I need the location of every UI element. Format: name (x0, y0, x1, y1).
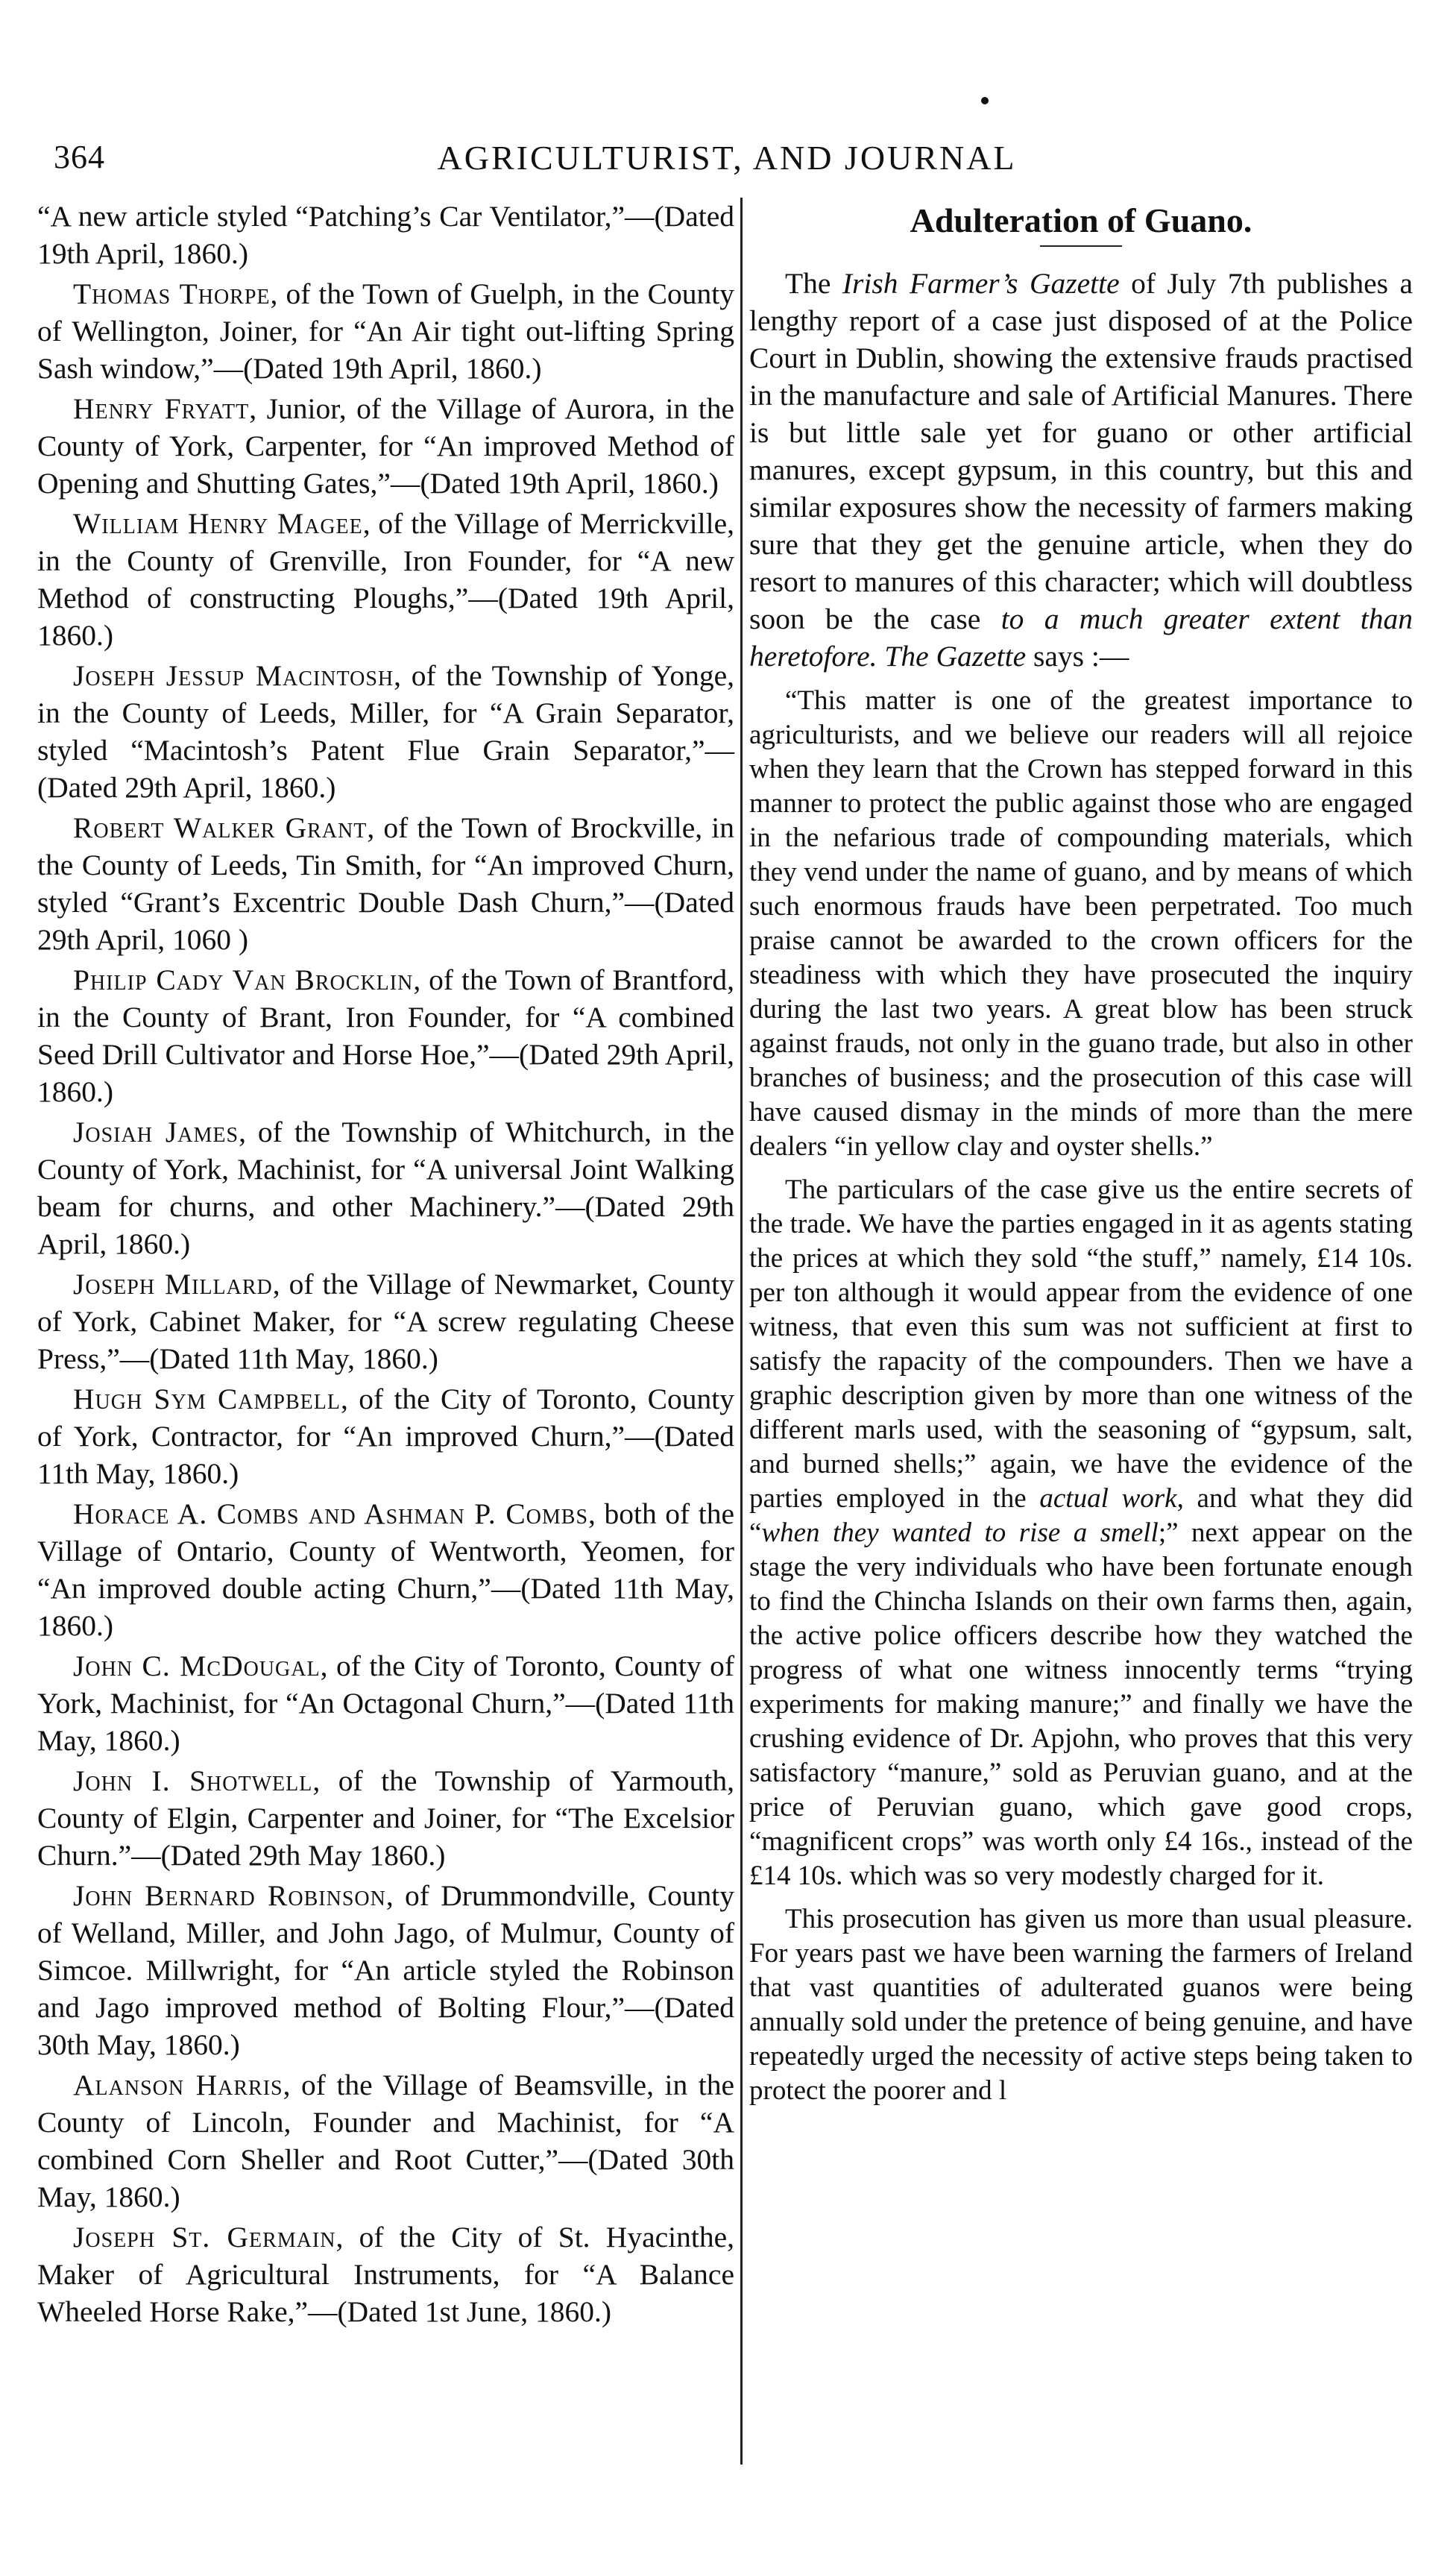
patent-entry (37, 809, 734, 958)
patent-description: , of the Town of Brockville, in the County of Leeds, Tin Smith, for “An improved Churn, styled “Grant’s Excentric Double Dash Churn,”—(Dated 29th April, 1060 ) (37, 811, 734, 956)
patent-entry (37, 1265, 734, 1377)
patentee-name: John C. McDougal (73, 1649, 321, 1682)
quote-paragraph-1: “This matter is one of the greatest importance to agriculturists, and we believe our readers will all rejoice when they learn that the Crown has stepped forward in this manner to protect the public against those who are engaged in the nefarious trade of compounding materials, which they vend under the name of guano, and by means of which such enormous frauds have been perpetrated. Too much praise cannot be awarded to the crown officers for the steadiness with which they have prosecuted the inquiry during the last two years. A great blow has been struck against frauds, not only in the guano trade, but also in other branches of business; and the prosecution of this case will have caused dismay in the minds of more than the mere dealers “in yellow clay and oyster shells.” (749, 685, 1413, 1162)
patentee-name: Horace A. Combs and Ashman P. Combs (73, 1497, 589, 1530)
patentee-name: Thomas Thorpe (73, 277, 271, 310)
article-title: Adulteration of Guano. (910, 201, 1252, 239)
page-header (37, 138, 1416, 183)
patent-description: , of the Town of Brantford, in the County of Brant, Iron Founder, for “A combined Seed Drill Cultivator and Horse Hoe,”—(Dated 29th April, 1860.) (37, 963, 734, 1108)
patentee-name: Philip Cady Van Brocklin (73, 963, 414, 996)
patent-description: , of the Town of Guelph, in the County of Wellington, Joiner, for “An Air tight out-lifting Spring Sash window,”—(Dated 19th April, 1860.) (37, 277, 734, 385)
patent-entry (37, 1647, 734, 1759)
article-intro: The Irish Farmer’s Gazette of July 7th publishes a lengthy report of a case just disposed of at the Police Court in Dublin, showing the extensive frauds practised in the manufacture and sale of Artificial Manures. There is but little sale yet for guano or other artificial manures, except gypsum, in this country, but this and similar exposures show the necessity of farmers making sure that they get the genuine article, when they do resort to manures of this character; which will doubtless soon be the case to a much greater extent than heretofore. The Gazette says :— (749, 267, 1413, 673)
column-divider (740, 198, 743, 2465)
patent-entry (37, 2066, 734, 2215)
patent-description: , of Drummondville, County of Welland, Miller, and John Jago, of Mulmur, County of Simcoe. Millwright, for “An article styled the Robinson and Jago improved method of Bolting Flour,”—(Dated 30th May, 1860.) (37, 1879, 734, 2061)
patentee-name: Henry Fryatt (73, 392, 250, 425)
patent-entry (37, 390, 734, 502)
quote-paragraph-3: This prosecution has given us more than usual pleasure. For years past we have been warning the farmers of Ireland that vast quantities of adulterated guanos were being annually sold under the pretence of being genuine, and have repeatedly urged the necessity of active steps being taken to protect the poorer and l (749, 1904, 1413, 2106)
patent-description: , Junior, of the Village of Aurora, in the County of York, Carpenter, for “An improved Method of Opening and Shutting Gates,”—(Dated 19th April, 1860.) (37, 392, 734, 500)
patent-description: , of the Township of Yarmouth, County of Elgin, Carpenter and Joiner, for “The Excelsior Churn.”—(Dated 29th May 1860.) (37, 1764, 734, 1872)
patent-entry (37, 1762, 734, 1874)
patentee-name: John Bernard Robinson (73, 1879, 386, 1912)
patent-description: , of the City of Toronto, County of York, Contractor, for “An improved Churn,”—(Dated 11th May, 1860.) (37, 1383, 734, 1490)
patent-description: , of the City of St. Hyacinthe, Maker of Agricultural Instruments, for “A Balance Wheeled Horse Rake,”—(Dated 1st June, 1860.) (37, 2221, 734, 2328)
patentee-name: Alanson Harris (73, 2069, 283, 2101)
patentee-name: Joseph Jessup Macintosh (73, 659, 394, 692)
patent-entry (37, 2218, 734, 2330)
patent-entry (37, 1495, 734, 1644)
patent-description: , of the Township of Yonge, in the County of Leeds, Miller, for “A Grain Separator, styled “Macintosh’s Patent Flue Grain Separator,”—(Dated 29th April, 1860.) (37, 659, 734, 804)
patent-list (37, 275, 734, 2330)
patentee-name: Josiah James (73, 1116, 239, 1148)
patentee-name: Hugh Sym Campbell (73, 1383, 341, 1415)
patent-description: , of the Village of Newmarket, County of York, Cabinet Maker, for “A screw regulating Cheese Press,”—(Dated 11th May, 1860.) (37, 1268, 734, 1375)
ink-dot (981, 97, 989, 104)
title-rule (1040, 245, 1122, 247)
patentee-name: Joseph Millard (73, 1268, 273, 1300)
patent-description: , both of the Village of Ontario, County of Wentworth, Yeomen, for “An improved double acting Churn,”—(Dated 11th May, 1860.) (37, 1497, 734, 1642)
patent-entry (37, 961, 734, 1110)
patentee-name: William Henry Magee (73, 507, 363, 540)
quote-paragraph-2: The particulars of the case give us the entire secrets of the trade. We have the parties engaged in it as agents stating the prices at which they sold “the stuff,” namely, £14 10s. per ton although it would appear from the evidence of one witness, that even this sum was not sufficient at first to satisfy the rapacity of the compounders. Then we have a graphic description given by more than one witness of the different marls used, with the seasoning of “gypsum, salt, and burned shells;” again, we have the evidence of the parties employed in the actual work, and what they did “when they wanted to rise a smell;” next appear on the stage the very individuals who have been fortunate enough to find the Chincha Islands on their own farms then, again, the active police officers describe how they watched the progress of what one witness innocently terms “trying experiments for making manure;” and finally we have the crushing evidence of Dr. Apjohn, who proves that this very satisfactory “manure,” sold as Peruvian guano, and at the price of Peruvian guano, which gave good crops, “magnificent crops” was worth only £4 16s., instead of the £14 10s. which was so very modestly charged for it. (749, 1174, 1414, 1891)
page-number: 364 (54, 139, 105, 175)
patent-description: , of the City of Toronto, County of York, Machinist, for “An Octagonal Churn,”—(Dated 11th May, 1860.) (37, 1649, 734, 1757)
left-column (37, 198, 734, 2333)
patent-description: , of the Township of Whitchurch, in the County of York, Machinist, for “A universal Joint Walking beam for churns, and other Machinery.”—(Dated 29th April, 1860.) (37, 1116, 734, 1260)
patent-description: , of the Village of Merrickville, in the County of Grenville, Iron Founder, for “A new Method of constructing Ploughs,”—(Dated 19th April, 1860.) (37, 507, 734, 652)
patent-entry (37, 657, 734, 806)
right-column (749, 198, 1413, 2111)
intro-entry: “A new article styled “Patching’s Car Ventilator,”—(Dated 19th April, 1860.) (37, 200, 734, 270)
patentee-name: Robert Walker Grant (73, 811, 368, 844)
patent-entry (37, 1113, 734, 1262)
running-title: AGRICULTURIST, AND JOURNAL (437, 139, 1017, 177)
patentee-name: Joseph St. Germain (73, 2221, 336, 2254)
patent-description: , of the Village of Beamsville, in the County of Lincoln, Founder and Machinist, for “A combined Corn Sheller and Root Cutter,”—(Dated 30th May, 1860.) (37, 2069, 734, 2213)
patent-entry (37, 505, 734, 654)
patent-entry (37, 1877, 734, 2063)
patent-entry (37, 1380, 734, 1492)
patent-entry (37, 275, 734, 387)
patentee-name: John I. Shotwell (73, 1764, 313, 1797)
